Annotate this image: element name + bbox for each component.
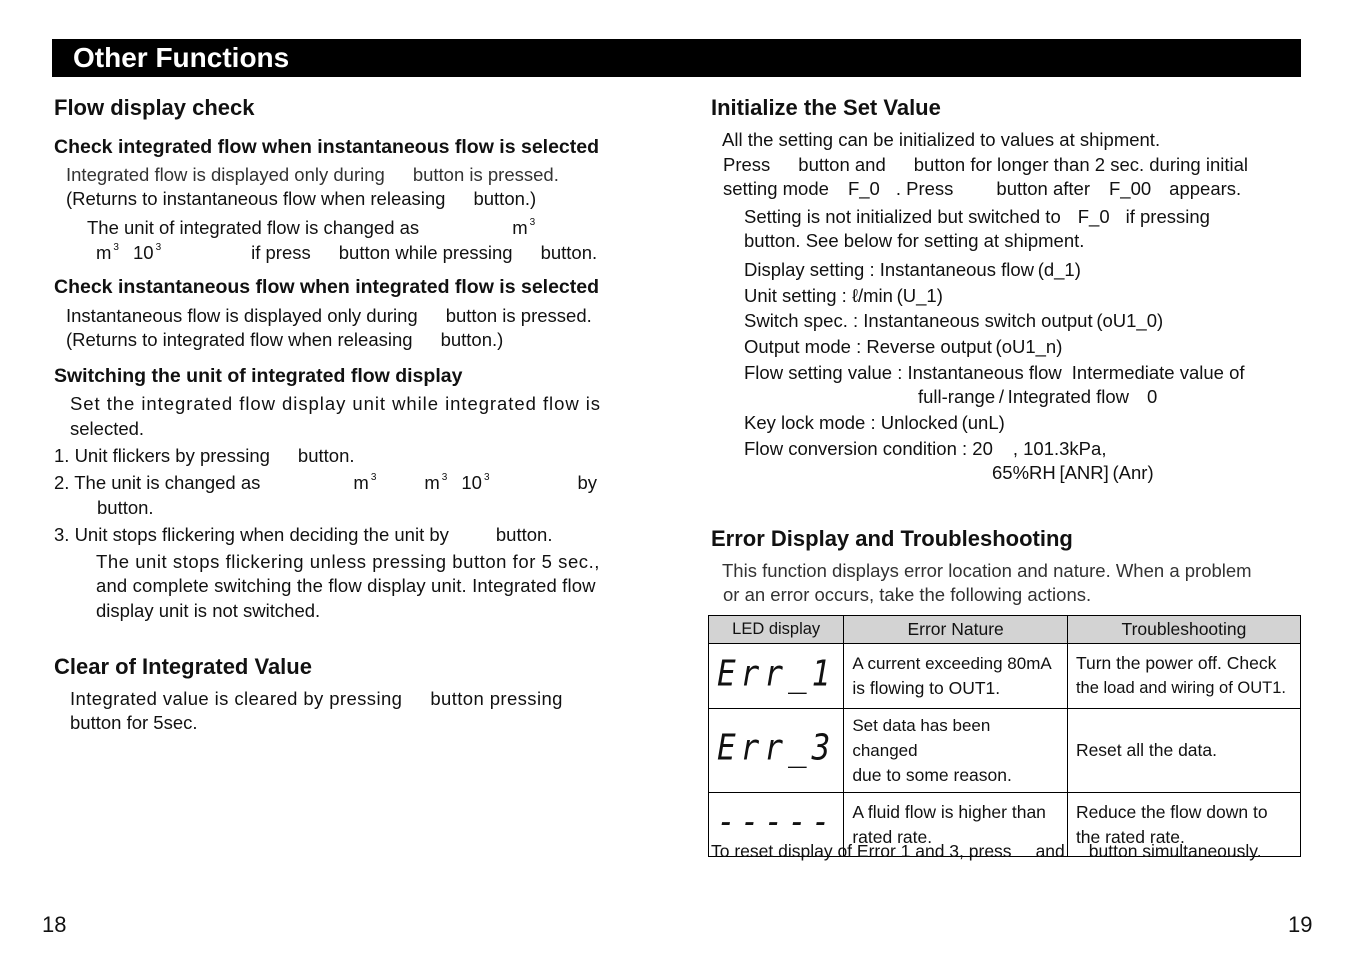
section-heading-initialize: Initialize the Set Value xyxy=(711,95,941,120)
note-line: display unit is not switched. xyxy=(96,600,321,621)
section-heading-flow-check: Flow display check xyxy=(54,95,255,120)
table-footnote: To reset display of Error 1 and 3, press and button simultaneously. xyxy=(711,841,1262,861)
step-1: 1. Unit flickers by pressing button. xyxy=(54,445,355,466)
paragraph-line: This function displays error location and nature. When a problem xyxy=(722,560,1252,581)
troubleshooting-cell: Turn the power off. Check the load and wiring of OUT1. xyxy=(1067,644,1300,709)
subheading-check-instantaneous: Check instantaneous flow when integrated flow is selected xyxy=(54,276,600,298)
column-header: Troubleshooting xyxy=(1067,616,1300,644)
subheading-switching-unit: Switching the unit of integrated flow display xyxy=(54,365,463,387)
paragraph-line: button. xyxy=(97,497,154,518)
led-segment-display: Err_1 xyxy=(717,652,836,695)
paragraph-line: Set the integrated flow display unit while integrated flow is xyxy=(70,393,601,414)
paragraph-line: or an error occurs, take the following actions. xyxy=(723,584,1092,605)
paragraph-line: Integrated flow is displayed only during button is pressed. xyxy=(66,164,559,185)
step-3: 3. Unit stops flickering when deciding the unit by button. xyxy=(54,524,553,545)
paragraph-line: setting mode F_0 . Press button after F_00 appears. xyxy=(723,178,1242,199)
led-segment-display: Err_3 xyxy=(717,727,836,769)
column-header: LED display xyxy=(709,616,844,644)
note-line: The unit stops flickering unless pressing button for 5 sec., xyxy=(96,551,600,572)
paragraph-line: (Returns to integrated flow when releasing button.) xyxy=(66,329,504,350)
table-row xyxy=(709,709,1301,793)
error-nature-cell: A fluid flow is higher than rated rate. xyxy=(844,793,1068,857)
troubleshooting-cell: Reduce the flow down to the rated rate. xyxy=(1067,793,1300,857)
page-number-left: 18 xyxy=(42,912,67,937)
page-title: Other Functions xyxy=(73,42,290,73)
setting-line: 65%RH [ANR] (Anr) xyxy=(992,462,1154,483)
paragraph-line: Instantaneous flow is displayed only during button is pressed. xyxy=(66,305,592,326)
led-display-cell xyxy=(709,709,844,793)
setting-line: Key lock mode : Unlocked (unL) xyxy=(744,412,1005,433)
error-nature-cell: A current exceeding 80mA is flowing to OUT1. xyxy=(844,644,1068,709)
setting-line: Flow setting value : Instantaneous flow Intermediate value of xyxy=(744,362,1245,383)
setting-line: Flow conversion condition : 20 , 101.3kPa, xyxy=(744,438,1107,459)
led-display-cell xyxy=(709,644,844,709)
paragraph-line: button for 5sec. xyxy=(70,712,198,733)
paragraph-line: selected. xyxy=(70,418,145,439)
setting-line: Unit setting : ℓ/min (U_1) xyxy=(744,285,943,306)
note-line: Setting is not initialized but switched to F_0 if pressing xyxy=(744,206,1210,227)
note-line: button. See below for setting at shipment. xyxy=(744,230,1085,251)
setting-line: full-range / Integrated flow 0 xyxy=(918,386,1158,407)
paragraph-line: (Returns to instantaneous flow when releasing button.) xyxy=(66,188,537,209)
led-segment-display: ----- xyxy=(717,801,836,843)
paragraph-line: The unit of integrated flow is changed as m $^3$ xyxy=(87,217,536,238)
table-row xyxy=(709,644,1301,709)
paragraph-line: Press button and button for longer than 2 sec. during initial xyxy=(723,154,1248,175)
table-header-row xyxy=(709,616,1301,644)
paragraph-line: Integrated value is cleared by pressing button pressing xyxy=(70,688,563,709)
troubleshooting-cell: Reset all the data. xyxy=(1067,709,1300,793)
note-line: and complete switching the flow display unit. Integrated flow xyxy=(96,575,596,596)
section-heading-clear: Clear of Integrated Value xyxy=(54,654,312,679)
error-table xyxy=(708,615,1301,857)
section-heading-error: Error Display and Troubleshooting xyxy=(711,526,1073,551)
error-nature-cell: Set data has been changed due to some reason. xyxy=(844,709,1068,793)
step-2: 2. The unit is changed as m $^3$ m $^3$ 10 $^3$ by xyxy=(54,472,598,493)
paragraph-line: All the setting can be initialized to values at shipment. xyxy=(722,129,1161,150)
setting-line: Display setting : Instantaneous flow (d_1) xyxy=(744,259,1081,280)
setting-line: Output mode : Reverse output (oU1_n) xyxy=(744,336,1063,357)
column-header: Error Nature xyxy=(844,616,1068,644)
subheading-check-integrated: Check integrated flow when instantaneous flow is selected xyxy=(54,136,600,158)
page-header-banner xyxy=(52,39,1301,77)
page-number-right: 19 xyxy=(1288,912,1313,937)
paragraph-line: m $^3$ 10 $^3$ if press button while pressing button. xyxy=(96,242,598,263)
setting-line: Switch spec. : Instantaneous switch output (oU1_0) xyxy=(744,310,1164,331)
